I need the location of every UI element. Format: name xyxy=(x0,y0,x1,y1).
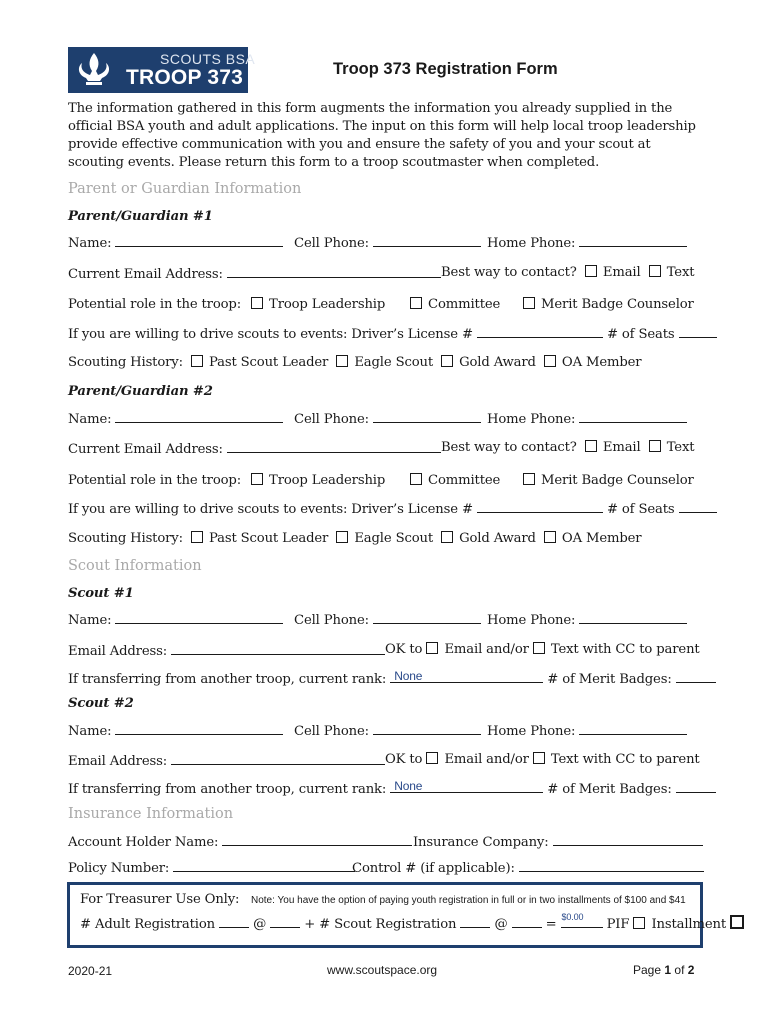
seats-label: # of Seats xyxy=(606,502,675,517)
role-label: Potential role in the troop: xyxy=(68,473,241,488)
text-cc-label: Text with CC to parent xyxy=(550,752,700,767)
guardian-2-gold-checkbox[interactable] xyxy=(441,531,453,543)
cell-label: Cell Phone: xyxy=(294,613,369,628)
at-label: @ xyxy=(253,917,267,932)
guardian-1-role-committee xyxy=(410,297,500,312)
scout-2-rank-value: None xyxy=(394,779,423,793)
intro-paragraph: The information gathered in this form augments the information you already supplied in the official BSA youth and adult applications. The input on this form will help local troop leadership provide effective communication with you and ensure the safety of you and your scout at scouting events. Please return this form to a troop scoutmaster when completed. xyxy=(68,101,696,170)
best-way-label: Best way to contact? xyxy=(441,440,577,455)
total-field[interactable] xyxy=(561,912,603,928)
policy-row xyxy=(68,859,355,876)
scout-1-name-row xyxy=(68,611,283,628)
scout-2-heading: Scout #2 xyxy=(68,696,134,711)
email-option-label: Email xyxy=(602,440,641,455)
best-way-label: Best way to contact? xyxy=(441,265,577,280)
adult-count-field[interactable] xyxy=(219,915,249,928)
scout-2-home-field[interactable] xyxy=(579,722,687,735)
committee-label: Committee xyxy=(428,297,501,312)
home-label: Home Phone: xyxy=(487,613,576,628)
email-label: Current Email Address: xyxy=(68,442,223,457)
guardian-1-eagle-checkbox[interactable] xyxy=(336,355,348,367)
guardian-2-email-checkbox[interactable] xyxy=(585,440,597,452)
guardian-1-name-row xyxy=(68,234,283,251)
scout-section-heading: Scout Information xyxy=(68,558,202,574)
name-label: Name: xyxy=(68,412,112,427)
guardian-2-email-row xyxy=(68,440,441,457)
guardian-1-role-mbc xyxy=(523,297,694,312)
guardian-1-drive-row xyxy=(68,325,717,342)
guardian-2-home-row xyxy=(487,410,687,427)
scout-reg-label: + # Scout Registration xyxy=(304,917,457,932)
page-current: 1 xyxy=(664,963,672,977)
guardian-2-email-field[interactable] xyxy=(227,440,441,453)
at-label: @ xyxy=(494,917,508,932)
guardian-2-oa-checkbox[interactable] xyxy=(544,531,556,543)
committee-label: Committee xyxy=(428,473,501,488)
scout-1-rank-value: None xyxy=(394,669,423,683)
guardian-1-text-checkbox[interactable] xyxy=(649,265,661,277)
troop-logo xyxy=(68,47,256,93)
scout-price-field[interactable] xyxy=(512,915,542,928)
insurance-company-field[interactable] xyxy=(553,833,703,846)
past-leader-label: Past Scout Leader xyxy=(209,355,329,370)
footer-year: 2020-21 xyxy=(68,964,113,978)
email-option-label: Email xyxy=(602,265,641,280)
guardian-1-email-field[interactable] xyxy=(227,265,441,278)
merit-badges-label: # of Merit Badges: xyxy=(547,782,672,797)
scout-2-rank-field[interactable] xyxy=(390,780,543,793)
installment-checkbox[interactable] xyxy=(730,915,744,929)
mbc-label: Merit Badge Counselor xyxy=(541,473,694,488)
guardian-2-role-mbc xyxy=(523,473,694,488)
scout-2-email-checkbox[interactable] xyxy=(426,752,438,764)
scout-1-home-field[interactable] xyxy=(579,611,687,624)
guardian-1-contact-row xyxy=(441,265,694,280)
drive-label: If you are willing to drive scouts to events: Driver’s License # xyxy=(68,327,473,342)
leadership-label: Troop Leadership xyxy=(269,473,386,488)
scout-2-ok-row xyxy=(385,752,700,767)
equals-label: = xyxy=(545,917,557,932)
page-prefix: Page xyxy=(633,963,662,977)
guardian-1-committee-checkbox[interactable] xyxy=(410,297,422,309)
guardian-1-leadership-checkbox[interactable] xyxy=(251,297,263,309)
guardian-1-email-row xyxy=(68,265,441,282)
email-label: Email Address: xyxy=(68,754,168,769)
parent-section-heading: Parent or Guardian Information xyxy=(68,181,302,197)
text-cc-label: Text with CC to parent xyxy=(550,642,700,657)
scout-1-email-row xyxy=(68,642,385,659)
guardian-1-seats-field[interactable] xyxy=(679,325,717,338)
scout-2-merit-field[interactable] xyxy=(676,780,716,793)
scout-1-name-field[interactable] xyxy=(115,611,283,624)
page-total: 2 xyxy=(687,963,695,977)
adult-price-field[interactable] xyxy=(270,915,300,928)
fleur-de-lis-icon xyxy=(74,51,114,89)
email-label: Current Email Address: xyxy=(68,267,223,282)
page-number xyxy=(633,963,694,977)
scout-2-cell-row xyxy=(294,722,481,739)
email-andor-label: Email and/or xyxy=(444,642,529,657)
guardian-2-text-checkbox[interactable] xyxy=(649,440,661,452)
ok-to-label: OK to xyxy=(385,752,423,767)
scout-1-text-checkbox[interactable] xyxy=(533,642,545,654)
page-title: Troop 373 Registration Form xyxy=(333,60,558,78)
guardian-1-mbc-checkbox[interactable] xyxy=(523,297,535,309)
guardian-2-committee-checkbox[interactable] xyxy=(410,473,422,485)
scout-1-merit-field[interactable] xyxy=(676,670,716,683)
history-label: Scouting History: xyxy=(68,355,183,370)
guardian-1-home-field[interactable] xyxy=(579,234,687,247)
guardian-2-past-leader-checkbox[interactable] xyxy=(191,531,203,543)
oa-label: OA Member xyxy=(561,531,642,546)
logo-subtitle: SCOUTS BSA xyxy=(160,51,256,67)
name-label: Name: xyxy=(68,236,112,251)
guardian-2-seats-field[interactable] xyxy=(679,500,717,513)
home-label: Home Phone: xyxy=(487,236,576,251)
pif-label: PIF xyxy=(606,917,630,932)
cell-label: Cell Phone: xyxy=(294,412,369,427)
guardian-2-cell-field[interactable] xyxy=(373,410,481,423)
policy-field[interactable] xyxy=(173,859,355,872)
guardian-2-role-row xyxy=(68,473,241,488)
ok-to-label: OK to xyxy=(385,642,423,657)
guardian-1-role-leadership xyxy=(251,297,385,312)
guardian-1-oa-checkbox[interactable] xyxy=(544,355,556,367)
guardian-1-cell-row xyxy=(294,234,481,251)
mbc-label: Merit Badge Counselor xyxy=(541,297,694,312)
eagle-label: Eagle Scout xyxy=(354,355,433,370)
past-leader-label: Past Scout Leader xyxy=(209,531,329,546)
transfer-label: If transferring from another troop, current rank: xyxy=(68,782,387,797)
insurance-section-heading: Insurance Information xyxy=(68,806,234,822)
scout-2-text-checkbox[interactable] xyxy=(533,752,545,764)
merit-badges-label: # of Merit Badges: xyxy=(547,672,672,687)
guardian-1-cell-field[interactable] xyxy=(373,234,481,247)
guardian-1-past-leader-checkbox[interactable] xyxy=(191,355,203,367)
drive-label: If you are willing to drive scouts to events: Driver’s License # xyxy=(68,502,473,517)
gold-label: Gold Award xyxy=(459,531,536,546)
name-label: Name: xyxy=(68,724,112,739)
scout-1-email-checkbox[interactable] xyxy=(426,642,438,654)
name-label: Name: xyxy=(68,613,112,628)
guardian-2-leadership-checkbox[interactable] xyxy=(251,473,263,485)
email-label: Email Address: xyxy=(68,644,168,659)
role-label: Potential role in the troop: xyxy=(68,297,241,312)
page-of: of xyxy=(674,963,685,977)
cell-label: Cell Phone: xyxy=(294,724,369,739)
history-label: Scouting History: xyxy=(68,531,183,546)
treasurer-calc-row xyxy=(80,912,746,932)
guardian-2-heading: Parent/Guardian #2 xyxy=(68,384,213,399)
scout-2-email-row xyxy=(68,752,385,769)
text-option-label: Text xyxy=(666,440,695,455)
treasurer-note: Note: You have the option of paying youth registration in full or in two installments of $100 and $41 xyxy=(251,895,686,906)
scout-1-heading: Scout #1 xyxy=(68,586,134,601)
scout-1-cell-field[interactable] xyxy=(373,611,481,624)
scout-1-email-field[interactable] xyxy=(171,642,385,655)
scout-2-home-row xyxy=(487,722,687,739)
scout-2-email-field[interactable] xyxy=(171,752,385,765)
control-row xyxy=(352,859,704,876)
guardian-1-email-checkbox[interactable] xyxy=(585,265,597,277)
account-holder-field[interactable] xyxy=(222,833,412,846)
scout-1-transfer-row xyxy=(68,670,716,687)
footer-url: www.scoutspace.org xyxy=(327,963,438,977)
scout-2-name-row xyxy=(68,722,283,739)
policy-label: Policy Number: xyxy=(68,861,170,876)
control-label: Control # (if applicable): xyxy=(352,861,515,876)
transfer-label: If transferring from another troop, current rank: xyxy=(68,672,387,687)
guardian-1-gold-checkbox[interactable] xyxy=(441,355,453,367)
logo-title: TROOP 373 xyxy=(126,66,243,89)
treasurer-label: For Treasurer Use Only: xyxy=(80,892,240,907)
text-option-label: Text xyxy=(666,265,695,280)
leadership-label: Troop Leadership xyxy=(269,297,386,312)
oa-label: OA Member xyxy=(561,355,642,370)
seats-label: # of Seats xyxy=(606,327,675,342)
guardian-1-heading: Parent/Guardian #1 xyxy=(68,209,213,224)
guardian-2-name-row xyxy=(68,410,283,427)
pif-checkbox[interactable] xyxy=(633,917,645,929)
cell-label: Cell Phone: xyxy=(294,236,369,251)
scout-2-transfer-row xyxy=(68,780,716,797)
scout-1-ok-row xyxy=(385,642,700,657)
guardian-1-name-field[interactable] xyxy=(115,234,283,247)
guardian-2-mbc-checkbox[interactable] xyxy=(523,473,535,485)
guardian-1-license-field[interactable] xyxy=(477,325,603,338)
guardian-2-history-row xyxy=(68,531,641,546)
scout-1-cell-row xyxy=(294,611,481,628)
insurance-company-label: Insurance Company: xyxy=(413,835,549,850)
eagle-label: Eagle Scout xyxy=(354,531,433,546)
gold-label: Gold Award xyxy=(459,355,536,370)
home-label: Home Phone: xyxy=(487,724,576,739)
scout-count-field[interactable] xyxy=(460,915,490,928)
guardian-1-home-row xyxy=(487,234,687,251)
guardian-1-role-row xyxy=(68,297,241,312)
guardian-2-home-field[interactable] xyxy=(579,410,687,423)
guardian-2-drive-row xyxy=(68,500,717,517)
installment-label: Installment xyxy=(651,917,726,932)
account-holder-row xyxy=(68,833,412,850)
guardian-2-role-committee xyxy=(410,473,500,488)
guardian-2-cell-row xyxy=(294,410,481,427)
total-value: $0.00 xyxy=(561,912,584,922)
scout-2-cell-field[interactable] xyxy=(373,722,481,735)
guardian-2-role-leadership xyxy=(251,473,385,488)
account-holder-label: Account Holder Name: xyxy=(68,835,219,850)
insurance-company-row xyxy=(413,833,703,850)
control-field[interactable] xyxy=(519,859,704,872)
guardian-2-eagle-checkbox[interactable] xyxy=(336,531,348,543)
scout-1-rank-field[interactable] xyxy=(390,670,543,683)
guardian-2-license-field[interactable] xyxy=(477,500,603,513)
guardian-2-name-field[interactable] xyxy=(115,410,283,423)
guardian-1-history-row xyxy=(68,355,641,370)
scout-2-name-field[interactable] xyxy=(115,722,283,735)
home-label: Home Phone: xyxy=(487,412,576,427)
guardian-2-contact-row xyxy=(441,440,694,455)
adult-reg-label: # Adult Registration xyxy=(80,917,215,932)
scout-1-home-row xyxy=(487,611,687,628)
email-andor-label: Email and/or xyxy=(444,752,529,767)
